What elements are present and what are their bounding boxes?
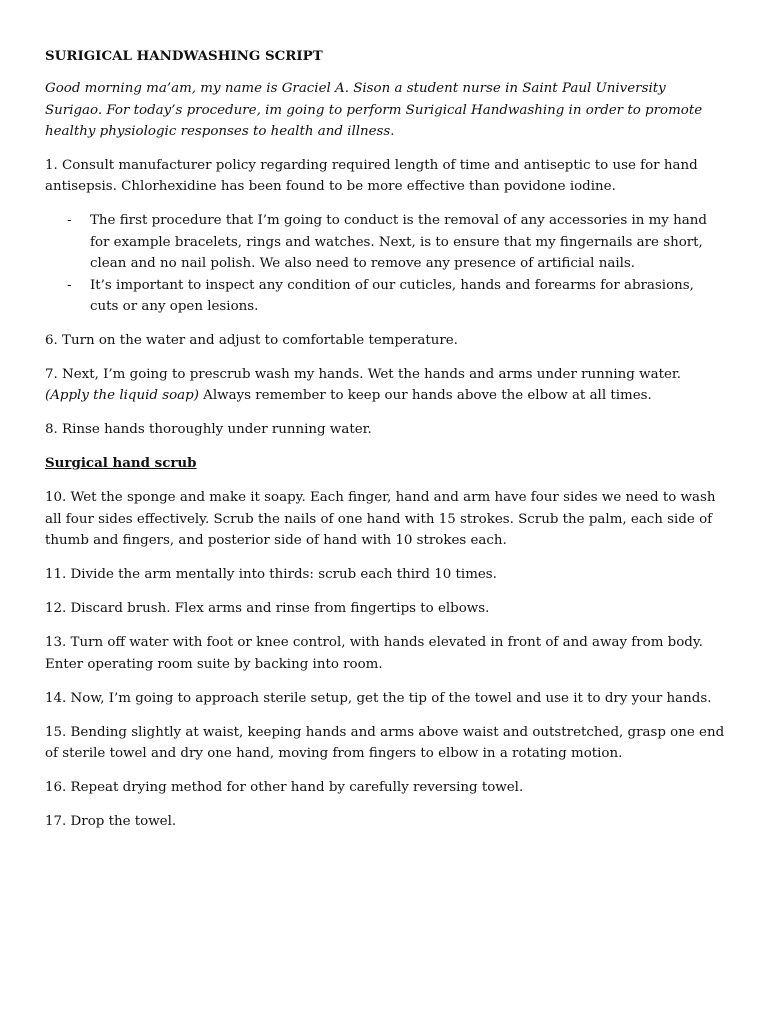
step-7: [45, 364, 725, 407]
intro-paragraph: Good morning ma’am, my name is Graciel A. Sison a student nurse in Saint Paul University Surigao. For today’s procedure, im going to perform Surigical Handwashing in order to promote healthy physiologic responses to health and illness.: [45, 81, 703, 139]
step-12: 12. Discard brush. Flex arms and rinse from fingertips to elbows.: [45, 601, 490, 616]
step-6: 6. Turn on the water and adjust to comfortable temperature.: [45, 332, 458, 348]
document-title: SURIGICAL HANDWASHING SCRIPT: [45, 48, 323, 64]
step-14: 14. Now, I’m going to approach sterile setup, get the tip of the towel and use it to dry your hands.: [45, 690, 712, 706]
bullet-item: [45, 210, 725, 275]
bullet-text: It’s important to inspect any condition of our cuticles, hands and forearms for abrasions, cuts or any open lesions.: [90, 277, 694, 314]
step-7-text: 7. Next, I’m going to prescrub wash my hands. Wet the hands and arms under running water.: [45, 366, 682, 382]
document-page: [45, 46, 725, 845]
step-1: 1. Consult manufacturer policy regarding required length of time and antiseptic to use for hand antisepsis. Chlorhexidine has been found to be more effective than povidone iodine.: [45, 157, 698, 194]
bullet-dash: -: [67, 277, 72, 293]
step-15: 15. Bending slightly at waist, keeping hands and arms above waist and outstretched, grasp one end of sterile towel and dry one hand, moving from fingers to elbow in a rotating motion.: [45, 724, 725, 761]
step-16: 16. Repeat drying method for other hand by carefully reversing towel.: [45, 780, 524, 795]
bullet-item: [45, 275, 725, 318]
bullet-text: The first procedure that I’m going to conduct is the removal of any accessories in my hand for example bracelets, rings and watches. Next, is to ensure that my fingernails are short, clean and no nail polish. We also need to remove any presence of artificial nails.: [90, 213, 707, 271]
bullet-dash: -: [67, 213, 72, 228]
step-8: 8. Rinse hands thoroughly under running water.: [45, 422, 372, 437]
step-17: 17. Drop the towel.: [45, 814, 177, 829]
step-7-italic-note: (Apply the liquid soap): [45, 388, 199, 403]
bullet-list: [45, 210, 725, 318]
step-11: 11. Divide the arm mentally into thirds: scrub each third 10 times.: [45, 567, 497, 582]
section-heading: Surgical hand scrub: [45, 455, 197, 471]
step-13: 13. Turn off water with foot or knee control, with hands elevated in front of and away from body. Enter operating room suite by backing into room.: [45, 635, 703, 672]
step-10: 10. Wet the sponge and make it soapy. Each finger, hand and arm have four sides we need to wash all four sides effectively. Scrub the nails of one hand with 15 strokes. Scrub the palm, each side of thumb and fingers, and posterior side of hand with 10 strokes each.: [45, 490, 716, 548]
step-7-text-end: Always remember to keep our hands above the elbow at all times.: [198, 388, 652, 403]
